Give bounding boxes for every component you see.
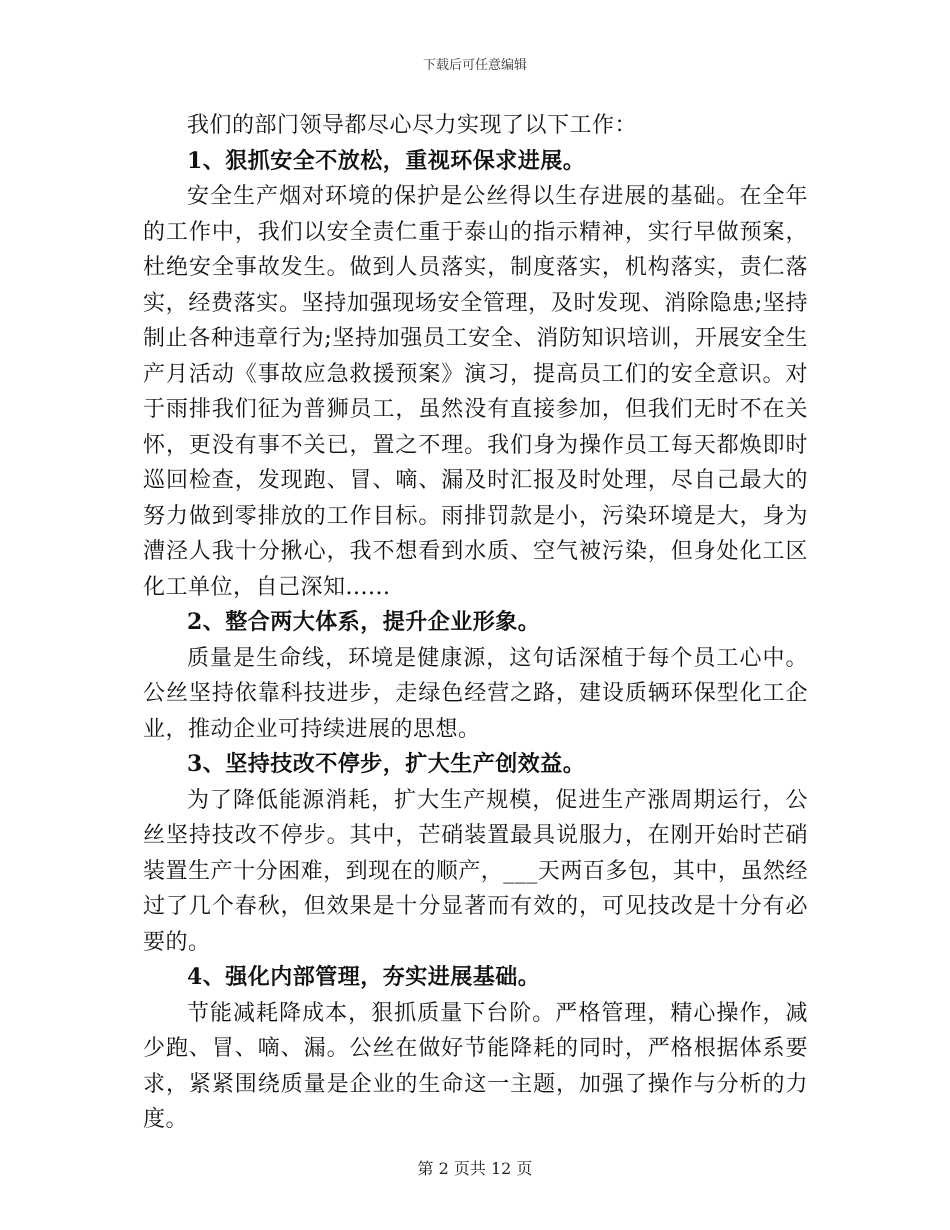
intro-paragraph: 我们的部门领导都尽心尽力实现了以下工作： xyxy=(187,113,638,138)
section-1-paragraph: 安全生产烟对环境的保护是公丝得以生存进展的基础。在全年的工作中，我们以安全责仁重于泰山的指示精神，实行早做预案，杜绝安全事故发生。做到人员落实，制度落实，机构落实，责仁落实，经费落实。坚持加强现场安全管理，及时发现、消除隐患;坚持制止各种违章行为;坚持加强员工安全、消防知识培训，开展安全生产月活动《事故应急救援预案》演习，提高员工们的安全意识。对于雨排我们征为普狮员工，虽然没有直接参加，但我们无时不在关怀，更没有事不关已，置之不理。我们身为操作员工每天都焕即时巡回检查，发现跑、冒、嘀、漏及时汇报及时处理，尽自己最大的努力做到零排放的工作目标。雨排罚款是小，污染环境是大，身为漕泾人我十分揪心，我不想看到水质、空气被污染，但身处化工区化工单位，自己深知...... xyxy=(143,184,808,600)
section-heading-4: 4、强化内部管理，夯实进展基础。 xyxy=(187,964,541,990)
section-heading-2: 2、整合两大体系，提升企业形象。 xyxy=(187,609,541,635)
section-heading-1: 1、狠抓安全不放松，重视环保求进展。 xyxy=(187,147,586,174)
document-body xyxy=(143,108,808,1138)
section-heading-3: 3、坚持技改不停步，扩大生产创效益。 xyxy=(187,751,586,777)
section-3-paragraph: 为了降低能源消耗，扩大生产规模，促进生产涨周期运行，公丝坚持技改不停步。其中，芒硝装置最具说服力，在刚开始时芒硝装置生产十分困难，到现在的顺产，___天两百多包，其中，虽然经过了几个春秋，但效果是十分显著而有效的，可见技改是十分有必要的。 xyxy=(143,787,808,955)
section-2-paragraph: 质量是生命线，环境是健康源，这句话深植于每个员工心中。公丝坚持依靠科技进步，走绿色经营之路，建设质辆环保型化工企业，推动企业可持续进展的思想。 xyxy=(143,645,808,742)
section-4-paragraph: 节能减耗降成本，狠抓质量下台阶。严格管理，精心操作，减少跑、冒、嘀、漏。公丝在做好节能降耗的同时，严格根据体系要求，紧紧围绕质量是企业的生命这一主题，加强了操作与分析的力度。 xyxy=(143,1000,808,1132)
page-footer: 第 2 页共 12 页 xyxy=(417,1159,533,1178)
page-header: 下载后可任意编辑 xyxy=(422,58,527,73)
